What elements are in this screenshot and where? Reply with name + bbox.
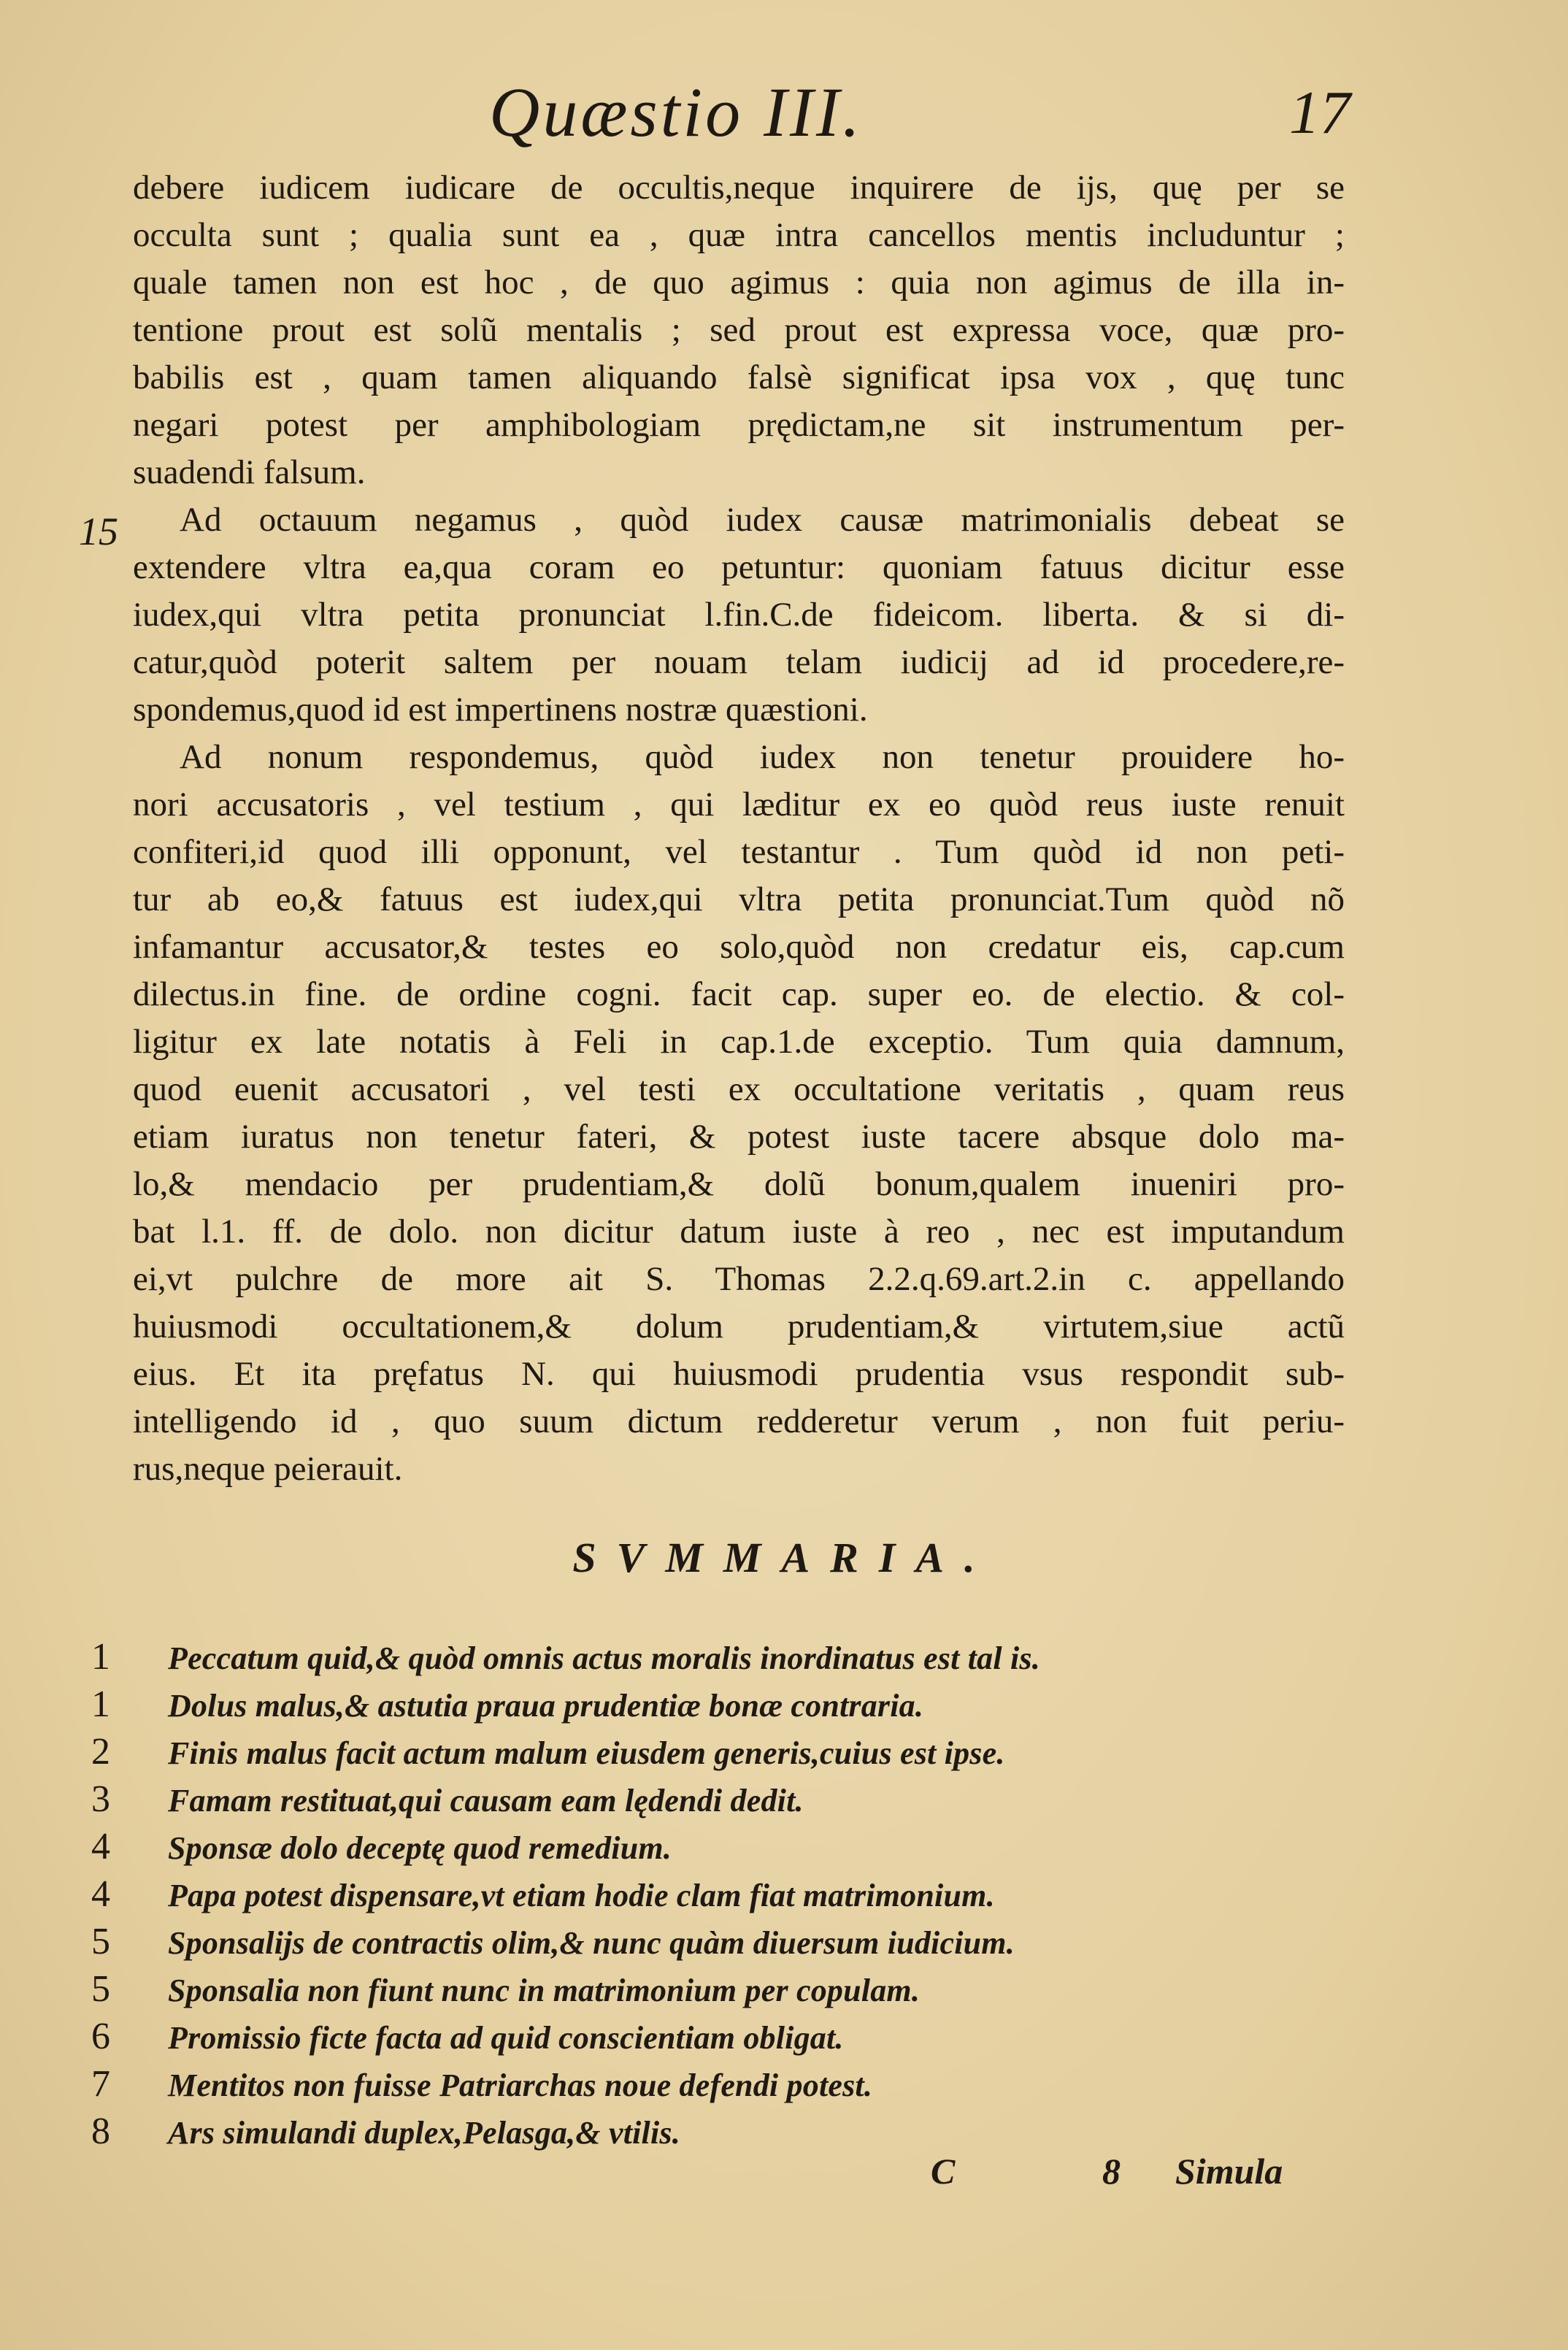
text-line: quod euenit accusatori , vel testi ex occultatione veritatis , quam reus xyxy=(133,1070,1345,1108)
summary-number: 1 xyxy=(91,1636,110,1678)
summary-text: Ars simulandi duplex,Pelasga,& vtilis. xyxy=(168,2115,680,2151)
text-line: infamantur accusator,& testes eo solo,quòd non credatur eis, cap.cum xyxy=(133,928,1345,966)
text-line: lo,& mendacio per prudentiam,& dolũ bonum,qualem inueniri pro- xyxy=(133,1165,1345,1203)
summary-text: Promissio ficte facta ad quid conscientiam obligat. xyxy=(168,2020,844,2056)
summary-number: 4 xyxy=(91,1826,110,1867)
summary-text: Dolus malus,& astutia praua prudentiæ bonæ contraria. xyxy=(168,1688,924,1724)
text-line: iudex,qui vltra petita pronunciat l.fin.C.de fideicom. liberta. & si di- xyxy=(133,596,1345,634)
summary-item xyxy=(84,1967,1340,2015)
running-title: Quæstio III. xyxy=(489,73,863,151)
summary-text: Sponsalijs de contractis olim,& nunc quàm diuersum iudicium. xyxy=(168,1925,1015,1961)
summary-text: Famam restituat,qui causam eam lędendi dedit. xyxy=(168,1783,804,1819)
summary-number: 7 xyxy=(91,2063,110,2105)
text-line: debere iudicem iudicare de occultis,neque inquirere de ijs, quę per se xyxy=(133,169,1345,207)
summary-number: 3 xyxy=(91,1778,110,1820)
paragraph-3 xyxy=(133,734,1345,1493)
text-line: babilis est , quam tamen aliquando falsè significat ipsa vox , quę tunc xyxy=(133,358,1345,396)
text-line: Ad nonum respondemus, quòd iudex non tenetur prouidere ho- xyxy=(180,738,1345,776)
summary-text: Sponsæ dolo deceptę quod remedium. xyxy=(168,1830,672,1866)
summary-number: 5 xyxy=(91,1968,110,2010)
page-number: 17 xyxy=(1289,79,1350,147)
text-line: Ad octauum negamus , quòd iudex causæ matrimonialis debeat se xyxy=(180,501,1345,539)
summary-text: Papa potest dispensare,vt etiam hodie clam fiat matrimonium. xyxy=(168,1878,995,1913)
body-text xyxy=(133,164,1345,1493)
summary-number: 2 xyxy=(91,1731,110,1773)
text-line: ligitur ex late notatis à Feli in cap.1.de exceptio. Tum quia damnum, xyxy=(133,1023,1345,1061)
text-line: occulta sunt ; qualia sunt ea , quæ intra cancellos mentis includuntur ; xyxy=(133,216,1345,254)
text-line: huiusmodi occultationem,& dolum prudentiam,& virtutem,siue actũ xyxy=(133,1308,1345,1345)
summary-item xyxy=(84,1873,1340,1920)
text-line: suadendi falsum. xyxy=(133,453,366,491)
summary-item xyxy=(84,1825,1340,1873)
text-line: ei,vt pulchre de more ait S. Thomas 2.2.q.69.art.2.in c. appellando xyxy=(133,1260,1345,1298)
text-line: rus,neque peierauit. xyxy=(133,1450,403,1488)
text-line: confiteri,id quod illi opponunt, vel testantur . Tum quòd id non peti- xyxy=(133,833,1345,871)
catchword: Simula xyxy=(1175,2151,1283,2192)
text-line: catur,quòd poterit saltem per nouam telam iudicij ad id procedere,re- xyxy=(133,643,1345,681)
margin-number: 15 xyxy=(79,510,118,553)
summary-item xyxy=(84,2015,1340,2062)
summary-text: Finis malus facit actum malum eiusdem generis,cuius est ipse. xyxy=(168,1735,1005,1771)
text-line: etiam iuratus non tenetur fateri, & potest iuste tacere absque dolo ma- xyxy=(133,1118,1345,1156)
text-line: dilectus.in fine. de ordine cogni. facit cap. super eo. de electio. & col- xyxy=(133,975,1345,1013)
summary-text: Mentitos non fuisse Patriarchas noue defendi potest. xyxy=(168,2067,873,2103)
summaria-heading: SVMMARIA. xyxy=(572,1534,996,1581)
running-header xyxy=(131,72,1350,166)
summary-item xyxy=(84,1683,1340,1730)
paragraph-2 xyxy=(133,496,1345,734)
summary-number: 6 xyxy=(91,2016,110,2057)
summary-item xyxy=(84,2062,1340,2110)
summary-number: 8 xyxy=(91,2111,110,2152)
text-line: tur ab eo,& fatuus est iudex,qui vltra petita pronunciat.Tum quòd nõ xyxy=(133,880,1345,918)
summary-item xyxy=(84,1730,1340,1778)
paragraph-1 xyxy=(133,164,1345,496)
summary-item xyxy=(84,1920,1340,1967)
summary-item xyxy=(84,1635,1340,1683)
summary-text: Peccatum quid,& quòd omnis actus moralis inordinatus est tal is. xyxy=(168,1640,1040,1676)
text-line: intelligendo id , quo suum dictum redderetur verum , non fuit periu- xyxy=(133,1402,1345,1440)
text-line: bat l.1. ff. de dolo. non dicitur datum iuste à reo , nec est imputandum xyxy=(133,1213,1345,1251)
text-line: eius. Et ita pręfatus N. qui huiusmodi prudentia vsus respondit sub- xyxy=(133,1355,1345,1393)
summary-list xyxy=(84,1635,1340,2157)
summary-item xyxy=(84,1778,1340,1825)
summary-number: 4 xyxy=(91,1873,110,1915)
text-line: negari potest per amphibologiam prędictam,ne sit instrumentum per- xyxy=(133,406,1345,444)
summary-number: 5 xyxy=(91,1921,110,1962)
text-line: spondemus,quod id est impertinens nostræ quæstioni. xyxy=(133,691,868,729)
text-line: tentione prout est solũ mentalis ; sed prout est expressa voce, quæ pro- xyxy=(133,311,1345,349)
summary-number: 1 xyxy=(91,1683,110,1725)
text-line: nori accusatoris , vel testium , qui læditur ex eo quòd reus iuste renuit xyxy=(133,786,1345,823)
text-line: extendere vltra ea,qua coram eo petuntur: quoniam fatuus dicitur esse xyxy=(133,548,1345,586)
catch-number: 8 xyxy=(1102,2151,1121,2192)
signature-mark: C xyxy=(931,2151,956,2192)
summary-item xyxy=(84,2110,1340,2157)
summary-text: Sponsalia non fiunt nunc in matrimonium per copulam. xyxy=(168,1973,921,2008)
text-line: quale tamen non est hoc , de quo agimus : quia non agimus de illa in- xyxy=(133,264,1345,302)
